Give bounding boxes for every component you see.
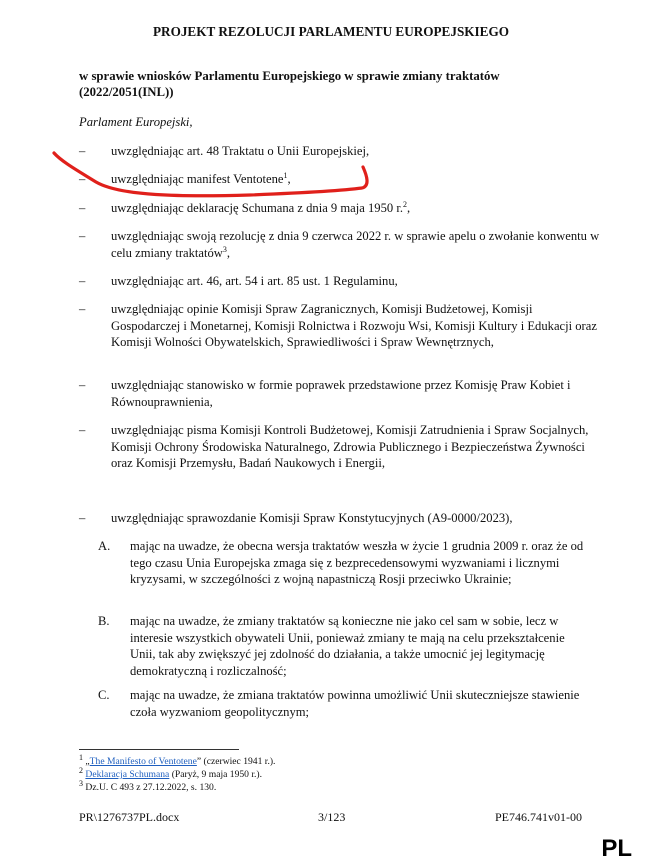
footnote-3 bbox=[79, 778, 217, 794]
citation-punct: , bbox=[407, 201, 411, 215]
recital-text: mając na uwadze, że zmiany traktatów są konieczne nie jako cel sam w sobie, lecz w interesie wszystkich obywateli Unii, ponieważ zmiany te mają na celu przekształcenie Unii, tak aby zwiększyć jej zdolność do działania, a także umocnić jej legitymację demokratyczną i rozliczalność; bbox=[130, 614, 565, 678]
citation-dash: – bbox=[79, 302, 86, 316]
footer-filename: PR\1276737PL.docx bbox=[79, 810, 180, 824]
citation-dash: – bbox=[79, 378, 86, 392]
heading-line-2: (2022/2051(INL)) bbox=[79, 85, 174, 99]
citation-dash: – bbox=[79, 201, 86, 215]
citation-text: uwzględniając swoją rezolucję z dnia 9 czerwca 2022 r. w sprawie apelu o zwołanie konwentu w celu zmiany traktatów bbox=[111, 229, 600, 260]
footer-reference: PE746.741v01-00 bbox=[495, 810, 582, 824]
recital-letter: B. bbox=[98, 614, 110, 628]
citation-dash: – bbox=[79, 144, 86, 158]
footnote-2 bbox=[79, 765, 263, 781]
footer-page-number: 3/123 bbox=[318, 810, 346, 824]
citation-item bbox=[111, 171, 601, 188]
citation-text: uwzględniając pisma Komisji Kontroli Budżetowej, Komisji Zatrudnienia i Spraw Socjalnych, Komisji Ochrony Środowiska Naturalnego, Zdrowia Publicznego i Bezpieczeństwa Żywności oraz Komisji Przemysłu, Badań Naukowych i Energii, bbox=[111, 423, 589, 471]
citation-text: uwzględniając manifest Ventotene bbox=[111, 172, 284, 186]
citation-dash: – bbox=[79, 172, 86, 186]
footnote-link[interactable]: Deklaracja Schumana bbox=[85, 769, 170, 780]
recital-letter: A. bbox=[98, 539, 111, 553]
citation-dash: – bbox=[79, 511, 86, 525]
citation-text: uwzględniając stanowisko w formie poprawek przedstawione przez Komisję Praw Kobiet i Równouprawnienia, bbox=[111, 378, 571, 409]
recital-text: mając na uwadze, że obecna wersja traktatów weszła w życie 1 grudnia 2009 r. oraz że od tego czasu Unia Europejska zmaga się z bezprecedensowymi wyzwaniami i licznymi kryzysami, w szczególności z wojną napastniczą Rosji przeciwko Ukrainie; bbox=[130, 539, 584, 587]
footnote-suffix: (Paryż, 9 maja 1950 r.). bbox=[169, 769, 263, 780]
footnote-separator bbox=[79, 749, 239, 750]
footnote-number: 1 bbox=[79, 752, 83, 762]
citation-item bbox=[111, 200, 601, 217]
citation-text: uwzględniając sprawozdanie Komisji Spraw Konstytucyjnych (A9-0000/2023), bbox=[111, 511, 513, 525]
document-title: PROJEKT REZOLUCJI PARLAMENTU EUROPEJSKIEGO bbox=[153, 24, 509, 39]
citation-punct: , bbox=[226, 245, 231, 260]
citation-text: uwzględniając deklarację Schumana z dnia 9 maja 1950 r. bbox=[111, 201, 403, 215]
citation-text: uwzględniając opinie Komisji Spraw Zagranicznych, Komisji Budżetowej, Komisji Gospodarczej i Monetarnej, Komisji Rolnictwa i Rozwoju Wsi, Komisji Kultury i Edukacji oraz Komisji Wolności Obywatelskich, Sprawiedliwości i Spraw Wewnętrznych, bbox=[111, 302, 597, 350]
footnote-text: Dz.U. C 493 z 27.12.2022, s. 130. bbox=[85, 782, 217, 793]
footnote-ref[interactable]: 1 bbox=[283, 170, 288, 180]
heading-line-1: w sprawie wniosków Parlamentu Europejskiego w sprawie zmiany traktatów bbox=[79, 69, 500, 83]
footnote-link[interactable]: The Manifesto of Ventotene bbox=[89, 756, 197, 767]
footnote-ref[interactable]: 2 bbox=[403, 199, 407, 209]
recital-text: mając na uwadze, że zmiana traktatów powinna umożliwić Unii skuteczniejsze stawienie czoła wyzwaniom geopolitycznym; bbox=[130, 688, 580, 719]
document-heading bbox=[79, 68, 599, 100]
citation-text: uwzględniając art. 46, art. 54 i art. 85 ust. 1 Regulaminu, bbox=[111, 274, 398, 288]
citation-dash: – bbox=[79, 423, 86, 437]
recital-letter: C. bbox=[98, 688, 110, 702]
footnote-ref[interactable]: 3 bbox=[222, 244, 227, 254]
citation-item bbox=[111, 228, 601, 261]
intro-text: Parlament Europejski, bbox=[79, 115, 193, 129]
citation-dash: – bbox=[79, 229, 86, 243]
footnote-1 bbox=[79, 752, 276, 768]
footnote-number: 2 bbox=[79, 765, 83, 775]
citation-dash: – bbox=[79, 274, 86, 288]
language-badge: PL bbox=[601, 835, 632, 862]
footnote-number: 3 bbox=[79, 778, 83, 788]
citation-text: uwzględniając art. 48 Traktatu o Unii Europejskiej, bbox=[111, 144, 370, 158]
footnote-suffix: ” (czerwiec 1941 r.). bbox=[196, 756, 276, 767]
citation-punct: , bbox=[287, 172, 291, 186]
footnote-prefix: „ bbox=[85, 756, 90, 767]
